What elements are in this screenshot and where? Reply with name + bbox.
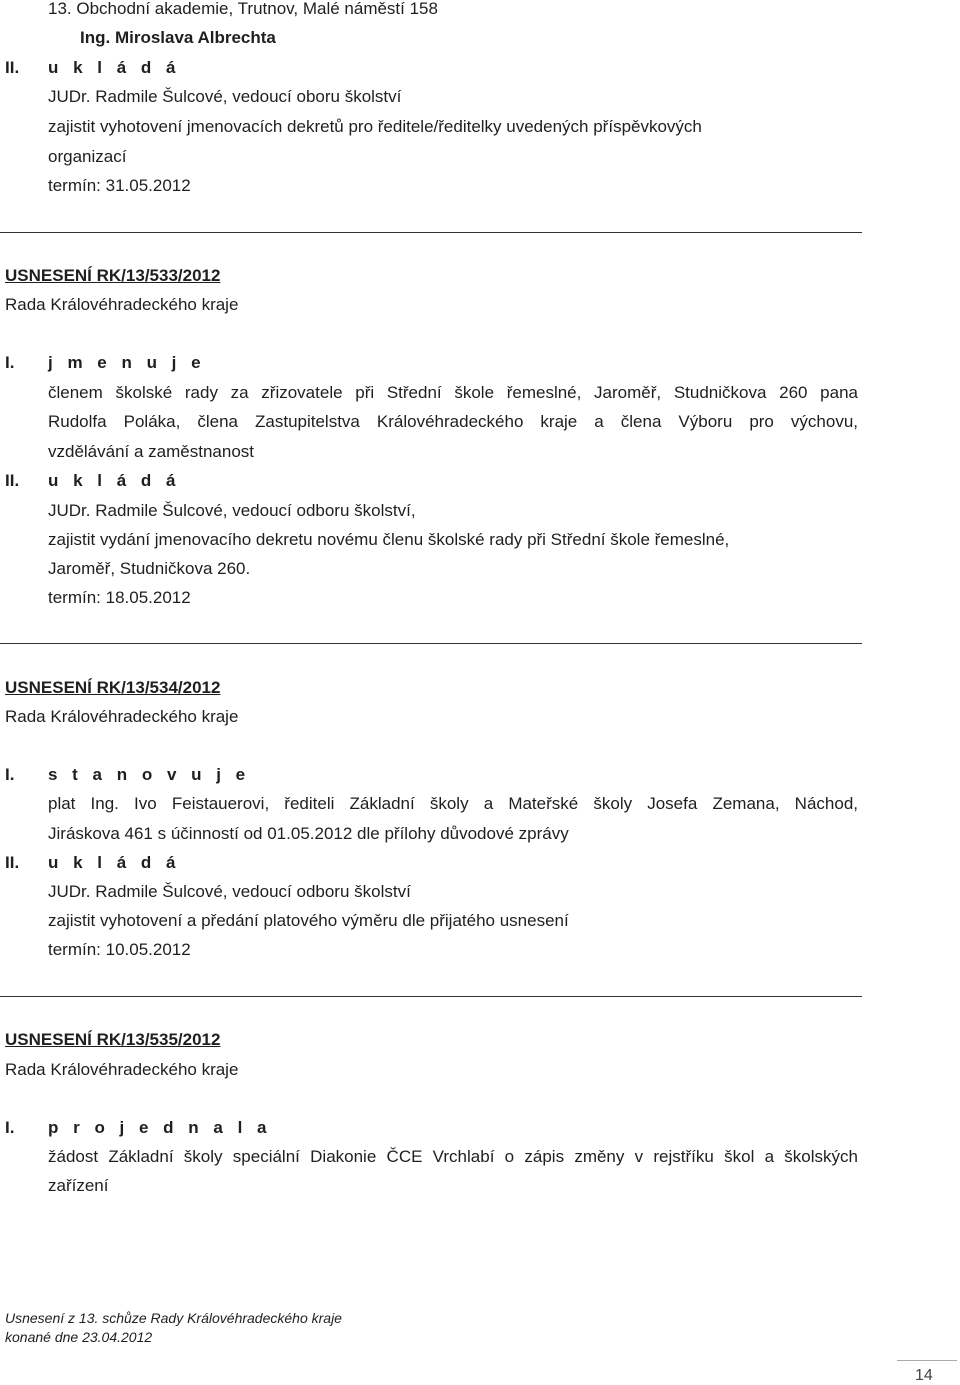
responsible-person: JUDr. Radmile Šulcové, vedoucí oboru školství bbox=[48, 87, 402, 106]
deadline: termín: 18.05.2012 bbox=[48, 588, 191, 607]
resolution-title: USNESENÍ RK/13/535/2012 bbox=[5, 1030, 221, 1049]
task-text: zajistit vyhotovení jmenovacích dekretů pro ředitele/ředitelky uvedených příspěvkových bbox=[48, 117, 702, 136]
deadline: termín: 10.05.2012 bbox=[48, 940, 191, 959]
resolution-text: Jiráskova 461 s účinností od 01.05.2012 dle přílohy důvodové zprávy bbox=[48, 824, 569, 843]
resolution-title: USNESENÍ RK/13/534/2012 bbox=[5, 678, 221, 697]
page-number: 14 bbox=[915, 1367, 933, 1384]
roman-numeral-i: I. bbox=[5, 1118, 15, 1137]
verb-projednala: p r o j e d n a l a bbox=[48, 1118, 272, 1137]
roman-numeral-i: I. bbox=[5, 765, 15, 784]
task-text: zajistit vydání jmenovacího dekretu novému členu školské rady při Střední škole řemeslné, bbox=[48, 530, 730, 549]
person-name: Ing. Miroslava Albrechta bbox=[80, 28, 276, 47]
item-13-school: 13. Obchodní akademie, Trutnov, Malé náměstí 158 bbox=[48, 0, 438, 18]
council-name: Rada Královéhradeckého kraje bbox=[5, 1060, 239, 1079]
verb-stanovuje: s t a n o v u j e bbox=[48, 765, 251, 784]
resolution-text: plat Ing. Ivo Feistauerovi, řediteli Základní školy a Mateřské školy Josefa Zemana, Náchod, bbox=[48, 794, 858, 813]
section-divider bbox=[0, 996, 862, 997]
resolution-text: vzdělávání a zaměstnanost bbox=[48, 442, 255, 461]
verb-uklada: u k l á d á bbox=[48, 471, 181, 490]
deadline: termín: 31.05.2012 bbox=[48, 176, 191, 195]
section-divider bbox=[0, 232, 862, 233]
resolution-text: členem školské rady za zřizovatele při Střední škole řemeslné, Jaroměř, Studničkova 260 pana bbox=[48, 383, 858, 402]
responsible-person: JUDr. Radmile Šulcové, vedoucí odboru školství, bbox=[48, 501, 416, 520]
council-name: Rada Královéhradeckého kraje bbox=[5, 295, 239, 314]
resolution-text: žádost Základní školy speciální Diakonie ČCE Vrchlabí o zápis změny v rejstříku škol a školských bbox=[48, 1147, 858, 1166]
footer-meeting: Usnesení z 13. schůze Rady Královéhradeckého kraje bbox=[5, 1310, 342, 1326]
task-text: zajistit vyhotovení a předání platového výměru dle přijatého usnesení bbox=[48, 911, 569, 930]
responsible-person: JUDr. Radmile Šulcové, vedoucí odboru školství bbox=[48, 882, 411, 901]
page-number-rule bbox=[897, 1360, 957, 1361]
verb-jmenuje: j m e n u j e bbox=[48, 353, 206, 372]
task-text-cont: organizací bbox=[48, 147, 127, 166]
footer-date: konané dne 23.04.2012 bbox=[5, 1329, 153, 1345]
task-text-cont: Jaroměř, Studničkova 260. bbox=[48, 559, 251, 578]
section-divider bbox=[0, 643, 862, 644]
resolution-title: USNESENÍ RK/13/533/2012 bbox=[5, 266, 221, 285]
resolution-text: Rudolfa Poláka, člena Zastupitelstva Královéhradeckého kraje a člena Výboru pro výchovu, bbox=[48, 412, 858, 431]
council-name: Rada Královéhradeckého kraje bbox=[5, 707, 239, 726]
roman-numeral-ii: II. bbox=[5, 471, 20, 490]
roman-numeral-ii: II. bbox=[5, 58, 20, 77]
verb-uklada: u k l á d á bbox=[48, 58, 181, 77]
verb-uklada: u k l á d á bbox=[48, 853, 181, 872]
roman-numeral-i: I. bbox=[5, 353, 15, 372]
roman-numeral-ii: II. bbox=[5, 853, 20, 872]
resolution-text: zařízení bbox=[48, 1176, 109, 1195]
